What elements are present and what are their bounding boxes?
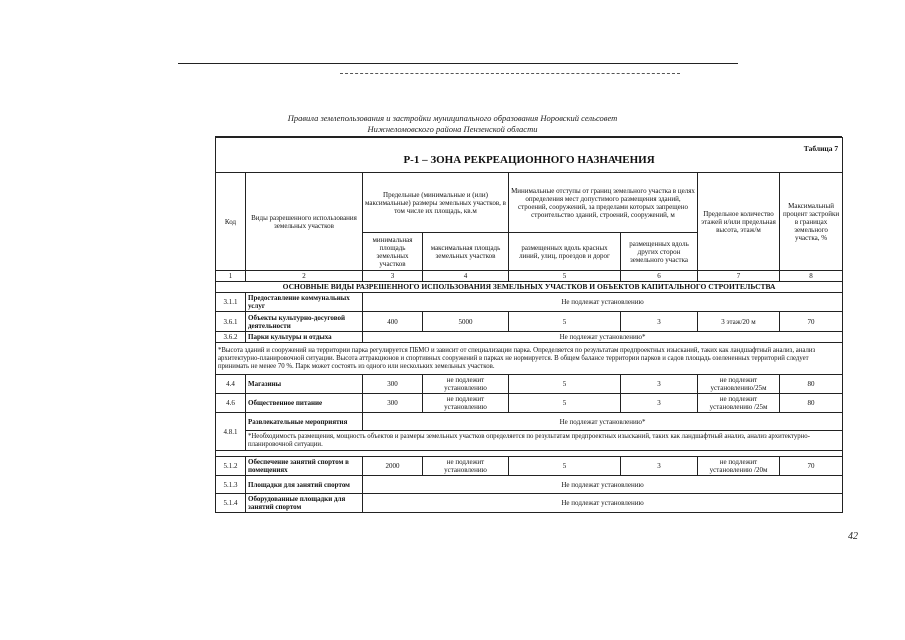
column-numbers-row (216, 271, 843, 282)
row-code: 4.8.1 (216, 413, 246, 451)
row-value: Не подлежат установлению* (363, 332, 843, 343)
row-name: Предоставление коммунальных услуг (246, 293, 363, 312)
table-row (216, 494, 843, 513)
table-row (216, 394, 843, 413)
running-header-line2: Нижнеломовского района Пензенской области (367, 124, 538, 134)
colnum-2: 2 (246, 271, 363, 282)
row-setback-red: 5 (509, 312, 621, 332)
zoning-table (215, 137, 843, 513)
row-floors: не подлежит установлению /25м (698, 394, 780, 413)
row-coverage: 70 (780, 457, 843, 476)
row-max-area: не подлежит установлению (423, 394, 509, 413)
col-sizes-max-header: максимальная площадь земельных участков (423, 233, 509, 271)
row-name: Магазины (246, 375, 363, 394)
col-types-header: Виды разрешенного использования земельных участков (246, 173, 363, 271)
row-value: Не подлежат установлению (363, 476, 843, 494)
row-code: 5.1.2 (216, 457, 246, 476)
row-value: Не подлежат установлению (363, 494, 843, 513)
table-title: Р-1 – ЗОНА РЕКРЕАЦИОННОГО НАЗНАЧЕНИЯ (403, 153, 655, 166)
table-row (216, 375, 843, 394)
row-setback-other: 3 (621, 312, 698, 332)
table-row (216, 457, 843, 476)
running-header-line1: Правила землепользования и застройки муниципального образования Норовский сельсовет (287, 113, 618, 123)
row-code: 5.1.4 (216, 494, 246, 513)
top-rule (178, 63, 738, 64)
row-code: 4.6 (216, 394, 246, 413)
row-name: Развлекательные мероприятия (246, 413, 363, 431)
colnum-8: 8 (780, 271, 843, 282)
row-coverage: 80 (780, 394, 843, 413)
row-min-area: 400 (363, 312, 423, 332)
row-name: Обеспечение занятий спортом в помещениях (246, 457, 363, 476)
row-setback-other: 3 (621, 457, 698, 476)
row-value: Не подлежат установлению* (363, 413, 843, 431)
row-coverage: 70 (780, 312, 843, 332)
table-row (216, 312, 843, 332)
row-name: Площадки для занятий спортом (246, 476, 363, 494)
section-heading: ОСНОВНЫЕ ВИДЫ РАЗРЕШЕННОГО ИСПОЛЬЗОВАНИЯ ЗЕМЕЛЬНЫХ УЧАСТКОВ И ОБЪЕКТОВ КАПИТАЛЬНОГО СТРОИТЕЛЬСТВА (216, 282, 843, 293)
row-setback-red: 5 (509, 457, 621, 476)
row-min-area: 2000 (363, 457, 423, 476)
row-floors: не подлежит установлению /20м (698, 457, 780, 476)
top-rule-dashed (340, 73, 680, 74)
row-max-area: не подлежит установлению (423, 457, 509, 476)
colnum-4: 4 (423, 271, 509, 282)
col-code-header: Код (216, 173, 246, 271)
row-setback-red: 5 (509, 394, 621, 413)
row-name: Оборудованные площадки для занятий спортом (246, 494, 363, 513)
table-row (216, 332, 843, 343)
row-max-area: 5000 (423, 312, 509, 332)
row-setback-other: 3 (621, 394, 698, 413)
table-number: Таблица 7 (803, 144, 839, 153)
row-max-area: не подлежит установлению (423, 375, 509, 394)
col-sizes-header: Предельные (минимальные и (или) максимальные) размеры земельных участков, в том числе их площадь, кв.м (363, 173, 509, 233)
row-coverage: 80 (780, 375, 843, 394)
table-row (216, 293, 843, 312)
colnum-1: 1 (216, 271, 246, 282)
row-floors: не подлежит установлению/25м (698, 375, 780, 394)
col-setbacks-red-header: размещенных вдоль красных линий, улиц, проездов и дорог (509, 233, 621, 271)
colnum-3: 3 (363, 271, 423, 282)
colnum-5: 5 (509, 271, 621, 282)
row-code: 3.1.1 (216, 293, 246, 312)
row-name: Общественное питание (246, 394, 363, 413)
row-setback-red: 5 (509, 375, 621, 394)
table-title-row (216, 138, 843, 173)
col-sizes-min-header: минимальная площадь земельных участков (363, 233, 423, 271)
row-name: Объекты культурно-досуговой деятельности (246, 312, 363, 332)
col-coverage-header: Максимальный процент застройки в границах земельного участка, % (780, 173, 843, 271)
table-row (216, 413, 843, 431)
row-code: 5.1.3 (216, 476, 246, 494)
row-code: 3.6.1 (216, 312, 246, 332)
row-floors: 3 этаж/20 м (698, 312, 780, 332)
row-code: 3.6.2 (216, 332, 246, 343)
footnote-entertainment: *Необходимость размещения, мощность объектов и размеры земельных участков определяется по результатам предпроектных изысканий, таких как ландшафтный анализ, анализ архитектурно-планировочной ситуации. (246, 431, 843, 451)
page-number: 42 (848, 531, 858, 542)
row-min-area: 300 (363, 375, 423, 394)
col-setbacks-header: Минимальные отступы от границ земельного участка в целях определения мест допустимого размещения зданий, строений, сооружений, за пределами которых запрещено строительство зданий, строений, сооружений, м (509, 173, 698, 233)
row-value: Не подлежат установлению (363, 293, 843, 312)
row-code: 4.4 (216, 375, 246, 394)
row-min-area: 300 (363, 394, 423, 413)
row-name: Парки культуры и отдыха (246, 332, 363, 343)
col-floors-header: Предельное количество этажей и/или предельная высота, этаж/м (698, 173, 780, 271)
table-row (216, 476, 843, 494)
colnum-7: 7 (698, 271, 780, 282)
row-setback-other: 3 (621, 375, 698, 394)
footnote-parks: *Высота зданий и сооружений на территории парка регулируется ПБМО и зависит от специализации парка. Определяется по результатам предпроектных изысканий, таких как ландшафтный анализ, анализ архитектурно-планировочной ситуации. Высота аттракционов и спортивных сооружений в парках не нормируется. В общем балансе территории парков и садов площадь озелененных территорий следует принимать не менее 70 %. Парк может состоять из одного или нескольких земельных участков. (216, 343, 843, 375)
col-setbacks-other-header: размещенных вдоль других сторон земельного участка (621, 233, 698, 271)
colnum-6: 6 (621, 271, 698, 282)
